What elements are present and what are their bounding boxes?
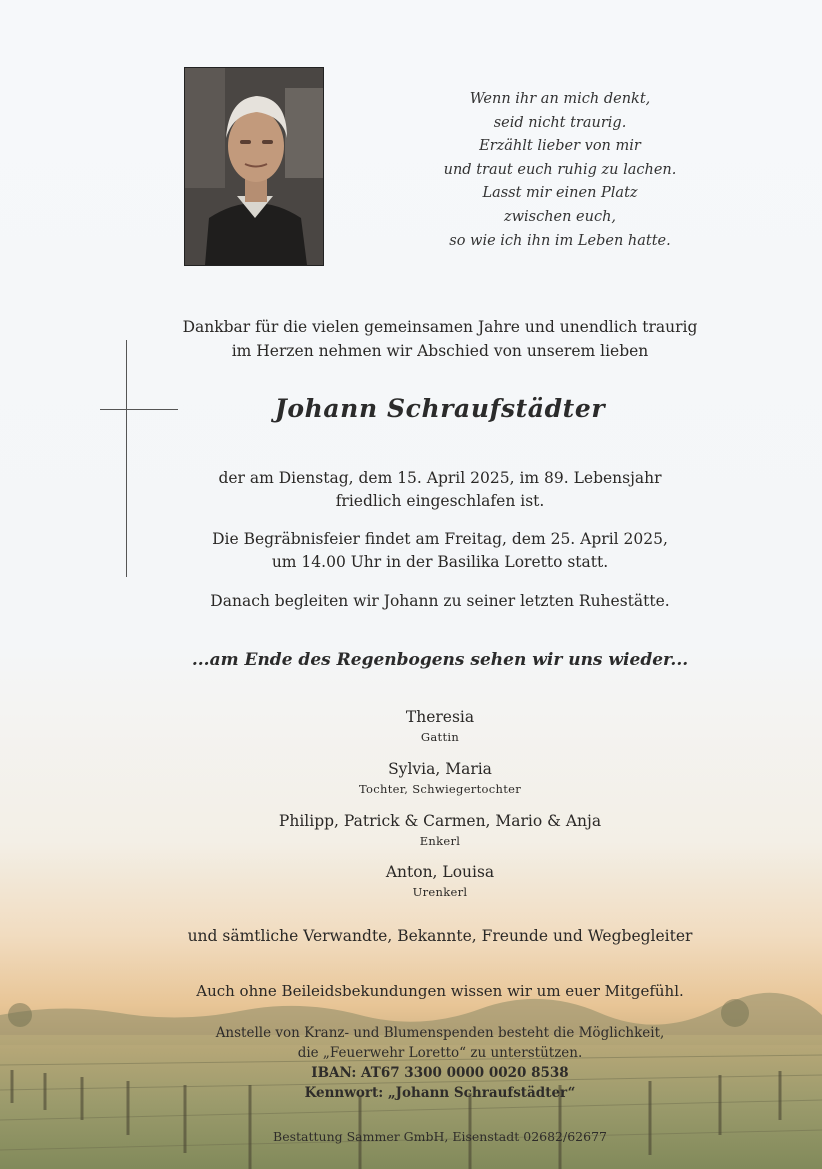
donation-keyword: Kennwort: „Johann Schraufstädter“ <box>304 1085 576 1101</box>
poem-line: so wie ich ihn im Leben hatte. <box>449 232 671 249</box>
mourner-names: Sylvia, Maria <box>388 760 492 778</box>
motto: ...am Ende des Regenbogens sehen wir uns wieder... <box>191 650 689 670</box>
poem-line: zwischen euch, <box>503 208 617 225</box>
mourner-relation: Gattin <box>420 730 460 744</box>
deceased-name: Johann Schraufstädter <box>274 394 606 423</box>
donation-line: die „Feuerwehr Loretto“ zu unterstützen. <box>297 1045 583 1061</box>
donation-info <box>80 1023 800 1103</box>
mourner-names: Anton, Louisa <box>385 863 495 881</box>
death-notice-line: der am Dienstag, dem 15. April 2025, im 89. Lebensjahr <box>218 469 662 487</box>
poem-line: Wenn ihr an mich denkt, <box>469 91 651 107</box>
intro-line: Dankbar für die vielen gemeinsamen Jahre und unendlich traurig <box>182 318 698 336</box>
mourner-entry <box>80 758 800 798</box>
intro-text <box>80 315 800 363</box>
mourner-names: Theresia <box>405 708 475 726</box>
portrait-photo <box>184 67 324 266</box>
funeral-info <box>80 528 800 574</box>
donation-line: Anstelle von Kranz- und Blumenspenden besteht die Möglichkeit, <box>215 1025 665 1041</box>
condolences-note: Auch ohne Beileidsbekundungen wissen wir um euer Mitgefühl. <box>196 982 684 1000</box>
funeral-line: Die Begräbnisfeier findet am Freitag, dem 25. April 2025, <box>212 530 668 548</box>
death-notice-line: friedlich eingeschlafen ist. <box>335 492 545 510</box>
mourner-relation: Urenkerl <box>412 885 468 899</box>
mourner-entry <box>80 706 800 746</box>
poem-line: Lasst mir einen Platz <box>482 185 638 202</box>
funeral-line: um 14.00 Uhr in der Basilika Loretto statt. <box>271 553 609 571</box>
mourner-entry <box>80 861 800 901</box>
funeral-home-footer: Bestattung Sammer GmbH, Eisenstadt 02682/62677 <box>273 1129 607 1144</box>
other-mourners: und sämtliche Verwandte, Bekannte, Freunde und Wegbegleiter <box>187 927 693 945</box>
portrait-illustration <box>185 68 323 265</box>
death-notice <box>80 467 800 513</box>
mourner-entry <box>80 810 800 850</box>
poem-line: und traut euch ruhig zu lachen. <box>443 161 677 178</box>
mourner-relation: Enkerl <box>419 834 461 848</box>
mourner-names: Philipp, Patrick & Carmen, Mario & Anja <box>278 812 602 830</box>
iban: IBAN: AT67 3300 0000 0020 8538 <box>311 1065 569 1081</box>
mourner-relation: Tochter, Schwiegertochter <box>358 782 522 796</box>
intro-line: im Herzen nehmen wir Abschied von unserem lieben <box>231 342 649 360</box>
poem-line: seid nicht traurig. <box>493 114 627 131</box>
poem-line: Erzählt lieber von mir <box>479 138 641 155</box>
memorial-poem <box>400 88 720 253</box>
burial-info: Danach begleiten wir Johann zu seiner letzten Ruhestätte. <box>210 592 670 610</box>
